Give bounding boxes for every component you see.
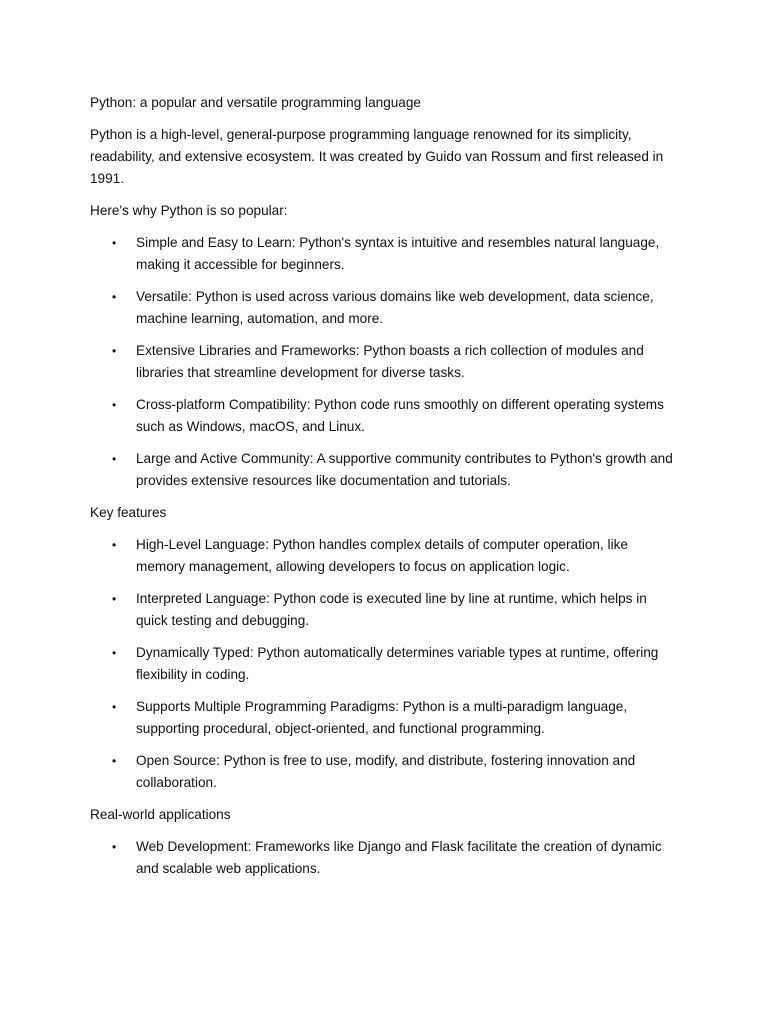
list-item (90, 642, 680, 686)
list-item-text: Extensive Libraries and Frameworks: Python boasts a rich collection of modules and libraries that streamline development for diverse tasks. (136, 343, 644, 380)
bullet-icon: • (112, 452, 117, 466)
bullet-icon: • (112, 344, 117, 358)
bullet-icon: • (112, 538, 117, 552)
list-item (90, 588, 680, 632)
list-item-text: Cross-platform Compatibility: Python code runs smoothly on different operating systems such as Windows, macOS, and Linux. (136, 397, 664, 434)
bullet-icon: • (112, 700, 117, 714)
key-features-heading: Key features (90, 505, 167, 520)
list-item (90, 394, 680, 438)
bullet-icon: • (112, 840, 117, 854)
list-item (90, 340, 680, 384)
list-item (90, 836, 680, 880)
list-item-text: Open Source: Python is free to use, modify, and distribute, fostering innovation and collaboration. (136, 753, 636, 790)
intro-paragraph: Python is a high-level, general-purpose programming language renowned for its simplicity, readability, and extensive ecosystem. It was created by Guido van Rossum and first released in 1991. (90, 127, 664, 186)
list-item-text: Versatile: Python is used across various domains like web development, data science, machine learning, automation, and more. (136, 289, 654, 326)
applications-heading: Real-world applications (90, 807, 231, 822)
list-item-text: Web Development: Frameworks like Django and Flask facilitate the creation of dynamic and scalable web applications. (136, 839, 662, 876)
list-item-text: Simple and Easy to Learn: Python's syntax is intuitive and resembles natural language, making it accessible for beginners. (136, 235, 660, 272)
bullet-icon: • (112, 398, 117, 412)
bullet-icon: • (112, 236, 117, 250)
list-item (90, 232, 680, 276)
why-popular-heading: Here's why Python is so popular: (90, 203, 288, 218)
list-item-text: Large and Active Community: A supportive community contributes to Python's growth and provides extensive resources like documentation and tutorials. (136, 451, 673, 488)
bullet-icon: • (112, 290, 117, 304)
list-item-text: High-Level Language: Python handles complex details of computer operation, like memory management, allowing developers to focus on application logic. (136, 537, 628, 574)
list-item (90, 696, 680, 740)
bullet-icon: • (112, 646, 117, 660)
list-item (90, 286, 680, 330)
key-features-list (90, 534, 680, 794)
list-item (90, 448, 680, 492)
document-title: Python: a popular and versatile programming language (90, 95, 421, 110)
list-item (90, 534, 680, 578)
list-item-text: Supports Multiple Programming Paradigms: Python is a multi-paradigm language, supporting procedural, object-oriented, and functional programming. (136, 699, 628, 736)
list-item-text: Interpreted Language: Python code is executed line by line at runtime, which helps in quick testing and debugging. (136, 591, 647, 628)
list-item-text: Dynamically Typed: Python automatically determines variable types at runtime, offering flexibility in coding. (136, 645, 659, 682)
why-popular-list (90, 232, 680, 492)
bullet-icon: • (112, 592, 117, 606)
applications-list (90, 836, 680, 880)
list-item (90, 750, 680, 794)
bullet-icon: • (112, 754, 117, 768)
